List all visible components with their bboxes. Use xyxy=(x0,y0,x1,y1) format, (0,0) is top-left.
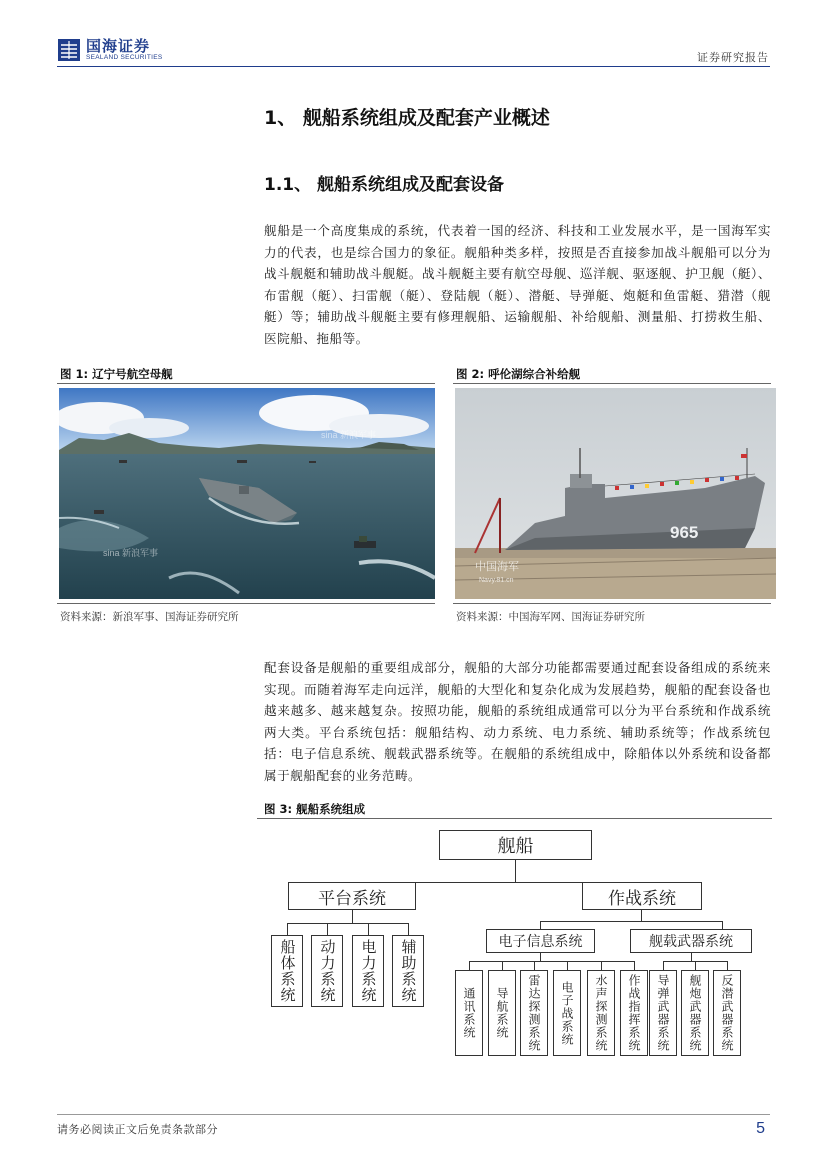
logo-text-cn: 国海证券 xyxy=(86,36,151,55)
figure-2-watermark: 中国海军 xyxy=(475,560,519,573)
diagram-connector xyxy=(287,923,288,935)
body-paragraph-2: 配套设备是舰船的重要组成部分，舰船的大部分功能都需要通过配套设备组成的系统来实现。而随着海军走向远洋，舰船的大型化和复杂化成为发展趋势，舰船的配套设备也越来越多、越来越复杂。按照功能，舰船的系统组成通常可以分为平台系统和作战系统两大类。平台系统包括：舰船结构、动力系统、电力系统、辅助系统等；作战系统包括：电子信息系统、舰载武器系统等。在舰船的系统组成中，除船体以外系统和设备都属于舰船配套的业务范畴。 xyxy=(264,660,771,783)
diagram-connector xyxy=(691,953,692,961)
diagram-node-combat: 作战系统 xyxy=(582,882,702,910)
figure-1-source: 资料来源：新浪军事、国海证券研究所 xyxy=(60,611,239,623)
diagram-node-root: 舰船 xyxy=(439,830,592,860)
diagram-connector xyxy=(540,953,541,961)
figure-2-title: 图 2: 呼伦湖综合补给舰 xyxy=(456,367,581,381)
diagram-node-command: 作战指挥系统 xyxy=(620,970,648,1056)
diagram-connector xyxy=(502,961,503,970)
logo-text-en: SEALAND SECURITIES xyxy=(86,53,163,61)
diagram-connector xyxy=(327,923,328,935)
diagram-connector xyxy=(352,910,353,923)
section-heading-1: 1、 舰船系统组成及配套产业概述 xyxy=(264,107,550,129)
diagram-connector xyxy=(534,961,535,970)
figure-3-top-rule xyxy=(257,818,772,819)
diagram-node-power: 动力系统 xyxy=(311,935,343,1007)
body-paragraph-1: 舰船是一个高度集成的系统，代表着一国的经济、科技和工业发展水平，是一国海军实力的代表，也是综合国力的象征。舰船种类多样，按照是否直接参加战斗舰船可以分为战斗舰艇和辅助战斗舰艇。战斗舰艇主要有航空母舰、巡洋舰、驱逐舰、护卫舰（艇）、布雷舰（艇）、扫雷舰（艇）、登陆舰（艇）、潜艇、导弹艇、炮艇和鱼雷艇、猎潜（舰艇）等；辅助战斗舰艇主要有修理舰船、运输舰船、补给舰船、测量船、打捞救生船、医院船、拖船等。 xyxy=(264,223,771,346)
figure-1-watermark-top: sina 新浪军事 xyxy=(321,430,377,440)
diagram-node-auxiliary: 辅助系统 xyxy=(392,935,424,1007)
figure-2-bottom-rule xyxy=(453,603,771,604)
section-heading-1-1: 1.1、 舰船系统组成及配套设备 xyxy=(264,175,505,195)
diagram-connector xyxy=(408,923,409,935)
figure-2-top-rule xyxy=(453,383,771,384)
diagram-connector xyxy=(695,961,696,970)
figure-1-photo-aircraft-carrier xyxy=(59,388,435,599)
diagram-node-electric: 电力系统 xyxy=(352,935,384,1007)
diagram-connector xyxy=(722,921,723,929)
diagram-connector xyxy=(540,921,541,929)
diagram-connector xyxy=(641,910,642,921)
diagram-node-asw: 反潜武器系统 xyxy=(713,970,741,1056)
figure-3-title: 图 3: 舰船系统组成 xyxy=(264,802,366,816)
page-number: 5 xyxy=(756,1120,765,1137)
diagram-node-hull: 船体系统 xyxy=(271,935,303,1007)
diagram-connector xyxy=(515,860,516,882)
diagram-connector xyxy=(368,923,369,935)
diagram-connector xyxy=(287,923,409,924)
figure-1-title: 图 1: 辽宁号航空母舰 xyxy=(60,367,173,381)
report-type-label: 证券研究报告 xyxy=(697,51,769,64)
diagram-connector xyxy=(727,961,728,970)
figure-2-watermark-url: Navy.81.cn xyxy=(479,577,514,584)
ship-system-diagram xyxy=(257,820,772,1100)
figure-2-hull-number: 965 xyxy=(670,523,699,542)
figure-1-watermark-bottom: sina 新浪军事 xyxy=(103,548,159,558)
diagram-node-platform: 平台系统 xyxy=(288,882,416,910)
diagram-connector xyxy=(601,961,602,970)
footer-divider xyxy=(57,1114,770,1115)
header-divider xyxy=(57,66,770,67)
figure-2-photo-supply-ship xyxy=(455,388,776,599)
brand-logo xyxy=(57,38,163,62)
diagram-connector xyxy=(567,961,568,970)
sealand-logo-icon xyxy=(57,38,81,62)
diagram-connector xyxy=(663,961,664,970)
figure-1-bottom-rule xyxy=(57,603,435,604)
diagram-connector xyxy=(469,961,635,962)
diagram-connector xyxy=(634,961,635,970)
diagram-node-radar: 雷达探测系统 xyxy=(520,970,548,1056)
diagram-node-sonar: 水声探测系统 xyxy=(587,970,615,1056)
figure-1-top-rule xyxy=(57,383,435,384)
diagram-node-electronic: 电子信息系统 xyxy=(486,929,595,953)
diagram-node-ew: 电子战系统 xyxy=(553,970,581,1056)
diagram-connector xyxy=(469,961,470,970)
diagram-node-comm: 通讯系统 xyxy=(455,970,483,1056)
diagram-node-navigation: 导航系统 xyxy=(488,970,516,1056)
diagram-node-gun: 舰炮武器系统 xyxy=(681,970,709,1056)
footer-disclaimer: 请务必阅读正文后免责条款部分 xyxy=(57,1123,218,1136)
diagram-connector xyxy=(540,921,722,922)
diagram-node-weapons: 舰载武器系统 xyxy=(630,929,752,953)
diagram-node-missile: 导弹武器系统 xyxy=(649,970,677,1056)
figure-2-source: 资料来源：中国海军网、国海证券研究所 xyxy=(456,611,645,623)
